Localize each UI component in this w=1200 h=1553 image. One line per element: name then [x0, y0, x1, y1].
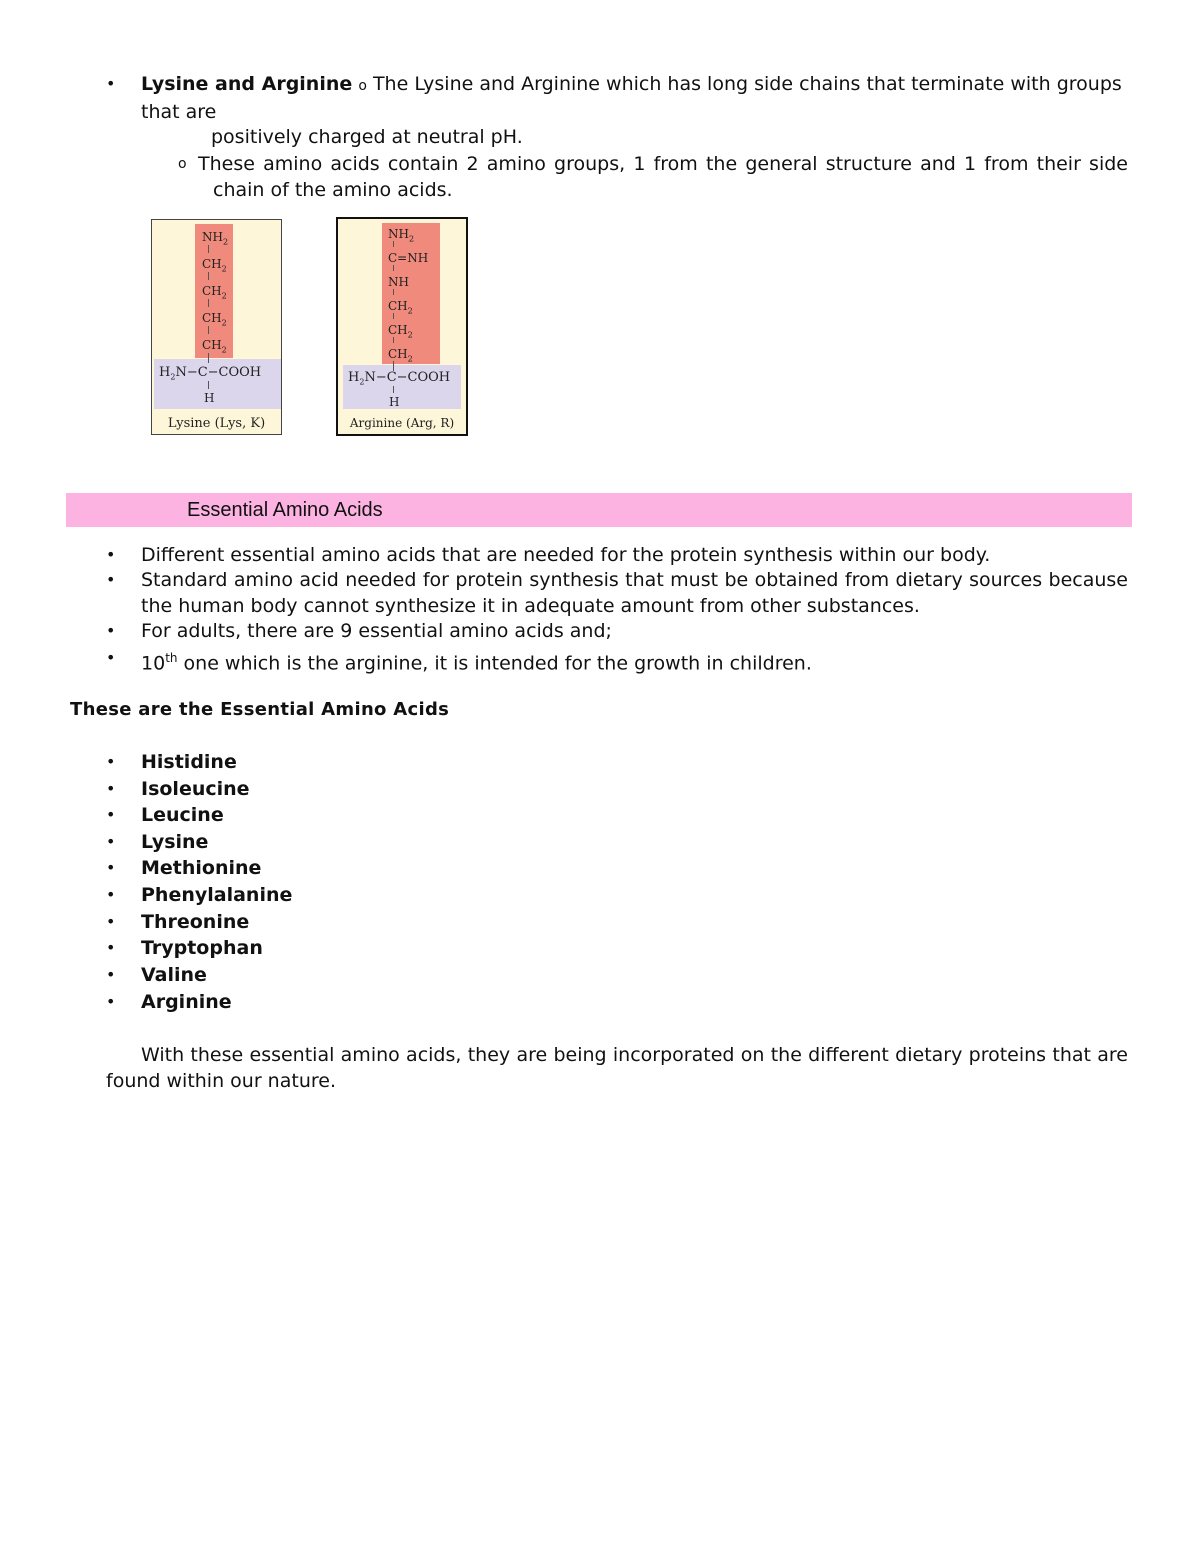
closing-line2: found within our nature.: [106, 1070, 336, 1092]
bond-line: [393, 386, 394, 393]
bullet-marker: •: [106, 965, 116, 984]
bond-line: [208, 245, 209, 253]
bullet-marker: •: [106, 832, 116, 851]
lysine-sidechain-group: $NH_2$: [202, 230, 229, 247]
arginine-sidechain-group: $CH_2$: [388, 347, 413, 364]
arginine-caption: Arginine (Arg, R): [349, 416, 455, 430]
essential-list-heading: These are the Essential Amino Acids: [70, 699, 450, 720]
arginine-sidechain-group: $NH_2$: [388, 227, 415, 244]
lysine-structure-figure: [151, 219, 282, 435]
arginine-sidechain-group: $CH_2$: [388, 299, 413, 316]
list-item: Phenylalanine: [141, 884, 293, 906]
bullet-marker: •: [106, 74, 116, 93]
amino-groups-line2: chain of the amino acids.: [213, 179, 453, 201]
bullet-marker: •: [106, 570, 116, 589]
arginine-sidechain-group: $CH_2$: [388, 323, 413, 340]
bond-line: [208, 299, 209, 307]
lysine-core-formula: $H_2N-C-COOH$: [159, 365, 262, 382]
bond-line: [393, 313, 394, 319]
arginine-core-h: H: [389, 395, 400, 409]
lysine-sidechain-group: $CH_2$: [202, 257, 227, 274]
list-item: Arginine: [141, 991, 232, 1013]
list-item: Threonine: [141, 911, 250, 933]
arginine-sidechain-group: NH: [388, 275, 409, 289]
list-item: Tryptophan: [141, 937, 263, 959]
bond-line: [393, 241, 394, 247]
bond-line: [208, 353, 209, 363]
lysine-sidechain-group: $CH_2$: [202, 338, 227, 355]
bond-line: [393, 265, 394, 271]
lys-arg-text-line2: that are: [141, 101, 217, 123]
intro-bullet-4: [141, 646, 812, 675]
intro-bullet-4-text: one which is the arginine, it is intended for the growth in children.: [177, 652, 812, 675]
list-item: Histidine: [141, 751, 237, 773]
bullet-marker: •: [106, 938, 116, 957]
lysine-sidechain-group: $CH_2$: [202, 311, 227, 328]
lys-arg-text-line1: The Lysine and Arginine which has long side chains that terminate with groups: [372, 73, 1122, 95]
closing-line1: With these essential amino acids, they are being incorporated on the different dietary proteins that are: [141, 1044, 1128, 1066]
bond-line: [393, 337, 394, 343]
ordinal-number: 10: [141, 652, 166, 675]
list-item: Isoleucine: [141, 778, 250, 800]
bullet-marker: •: [106, 621, 116, 640]
lys-arg-text-line3: positively charged at neutral pH.: [211, 126, 523, 148]
bond-line: [208, 381, 209, 389]
bullet-marker: •: [106, 752, 116, 771]
bullet-marker: •: [106, 805, 116, 824]
lys-arg-paragraph: [141, 72, 1128, 98]
amino-groups-line1: These amino acids contain 2 amino groups, 1 from the general structure and 1 from their side: [198, 153, 1128, 175]
bullet-marker: •: [106, 648, 116, 667]
lysine-caption: Lysine (Lys, K): [167, 416, 266, 431]
bullet-marker: •: [106, 779, 116, 798]
intro-bullet-2-line2: the human body cannot synthesize it in adequate amount from other substances.: [141, 595, 920, 617]
lysine-sidechain-group: $CH_2$: [202, 284, 227, 301]
bullet-marker: •: [106, 885, 116, 904]
bullet-marker: •: [106, 545, 116, 564]
arginine-sidechain-group: C=NH: [388, 251, 429, 265]
list-item: Leucine: [141, 804, 224, 826]
list-item: Valine: [141, 964, 207, 986]
bond-line: [208, 326, 209, 334]
arginine-structure-figure: [336, 217, 468, 436]
lysine-core-h: H: [204, 391, 215, 405]
sub-bullet-marker-2: o: [178, 156, 187, 172]
ordinal-suffix: th: [165, 651, 178, 665]
sub-bullet-marker: o: [358, 78, 367, 94]
bond-line: [393, 289, 394, 295]
list-item: Methionine: [141, 857, 262, 879]
intro-bullet-3: For adults, there are 9 essential amino acids and;: [141, 620, 612, 642]
bullet-marker: •: [106, 992, 116, 1011]
arginine-core-formula: $H_2N-C-COOH$: [348, 370, 451, 387]
bond-line: [208, 272, 209, 280]
bullet-marker: •: [106, 858, 116, 877]
list-item: Lysine: [141, 831, 209, 853]
bullet-marker: •: [106, 912, 116, 931]
intro-bullet-2-line1: Standard amino acid needed for protein synthesis that must be obtained from dietary sources because: [141, 569, 1128, 591]
intro-bullet-1: Different essential amino acids that are needed for the protein synthesis within our body.: [141, 544, 991, 566]
banner-title: Essential Amino Acids: [187, 499, 383, 521]
lys-arg-title: Lysine and Arginine: [141, 73, 353, 95]
